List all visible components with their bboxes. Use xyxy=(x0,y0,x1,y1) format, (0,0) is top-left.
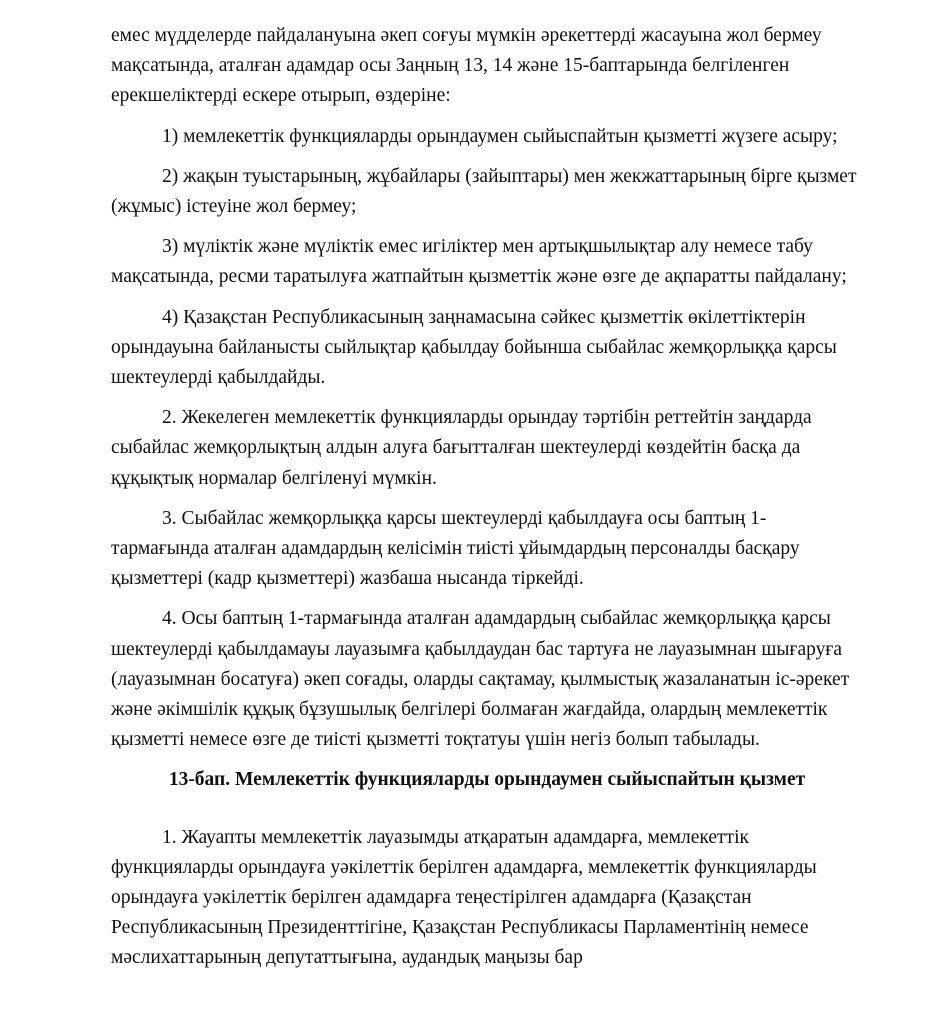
document-body xyxy=(111,21,863,984)
list-item-4: 4) Қазақстан Республикасының заңнамасына сәйкес қызметтік өкілеттіктерін орындауына байланысты сыйлықтар қабылдау бойынша сыбайлас жемқорлыққа қарсы шектеулерді қабылдайды. xyxy=(111,306,837,389)
clause-2: 2. Жекелеген мемлекеттік функцияларды орындау тәртібін реттейтін заңдарда сыбайлас жемқорлықтың алдын алуға бағытталған шектеулерді көздейтін басқа да құқықтық нормалар белгіленуі мүмкін. xyxy=(111,407,812,489)
clause-4: 4. Осы баптың 1-тармағында аталған адамдардың сыбайлас жемқорлыққа қарсы шектеулерді қабылдамауы лауазымға қабылдаудан бас тартуға не лауазымнан шығаруға (лауазымнан босатуға) әкеп соғады, оларды сақтамау, қылмыстық жазаланатын іс-әрекет және әкімшілік құқық бұзушылық белгілері болмаған жағдайда, олардың мемлекеттік қызметті немесе өзге де тиісті қызметті тоқтатуы үшін негіз болып табылады. xyxy=(111,608,850,751)
article-heading: 13-бап. Мемлекеттік функцияларды орындаумен сыйыспайтын қызмет xyxy=(168,769,806,791)
clause-3: 3. Сыбайлас жемқорлыққа қарсы шектеулерді қабылдауға осы баптың 1-тармағында аталған адамдардың келісімін тиісті ұйымдардың персоналды басқару қызметтері (кадр қызметтері) жазбаша нысанда тіркейді. xyxy=(111,507,800,590)
list-item-1: 1) мемлекеттік функцияларды орындаумен сыйыспайтын қызметті жүзеге асыру; xyxy=(162,125,838,147)
paragraph-continuation: емес мүдделерде пайдалануына әкеп соғуы мүмкін әрекеттерді жасауына жол бермеу мақсатында, аталған адамдар осы Заңның 13, 14 және 15-баптарында белгіленген ерекшеліктерді ескере отырып, өздеріне: xyxy=(111,25,822,107)
article-clause-1: 1. Жауапты мемлекеттік лауазымды атқаратын адамдарға, мемлекеттік функцияларды орындауға уәкілеттік берілген адамдарға, мемлекеттік функцияларды орындауға уәкілеттік берілген адамдарға теңестірілген адамдарға (Қазақстан Республикасының Президенттігіне, Қазақстан Республикасы Парламентінің немесе мәслихаттарының депутаттығына, аудандық маңызы бар xyxy=(111,826,817,969)
list-item-3: 3) мүліктік және мүліктік емес игіліктер мен артықшылықтар алу немесе табу мақсатында, ресми таратылуға жатпайтын қызметтік және өзге де ақпаратты пайдалану; xyxy=(111,236,847,288)
list-item-2: 2) жақын туыстарының, жұбайлары (зайыптары) мен жекжаттарының бірге қызмет (жұмыс) істеуіне жол бермеу; xyxy=(111,165,857,218)
